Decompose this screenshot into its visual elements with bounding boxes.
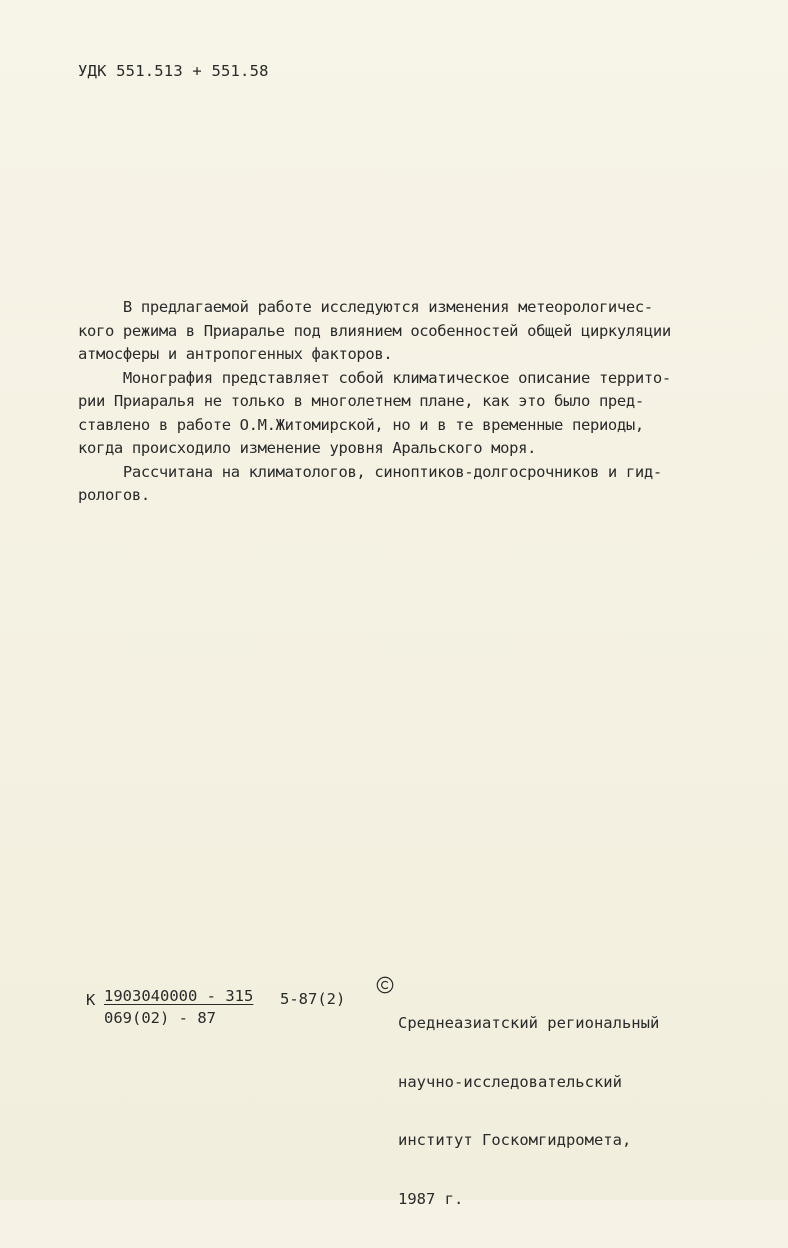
abstract-line: когда происходило изменение уровня Аральского моря. (78, 439, 537, 457)
abstract-line: ставлено в работе О.М.Житомирской, но и в те временные периоды, (78, 415, 644, 434)
catalog-letter: К (86, 991, 96, 1009)
catalog-index-bottom: 069(02) - 87 (104, 1009, 216, 1027)
catalog-index (86, 985, 254, 1095)
abstract-line: В предлагаемой работе исследуются изменения метеорологичес- (78, 298, 653, 316)
publisher-line: институт Госкомгидромета, (398, 1131, 632, 1149)
catalog-index-top: 1903040000 - 315 (104, 987, 254, 1005)
publisher-line: Среднеазиатский региональный (398, 1014, 660, 1032)
copyright-icon (376, 976, 394, 994)
publisher-line: научно-исследовательский (398, 1072, 622, 1091)
abstract-line: Рассчитана на климатологов, синоптиков-долгосрочников и гид- (78, 462, 662, 481)
abstract-line: атмосферы и антропогенных факторов. (78, 345, 393, 363)
udk-code: УДК 551.513 + 551.58 (78, 62, 269, 80)
abstract-line: рии Приаралья не только в многолетнем плане, как это было пред- (78, 392, 644, 410)
abstract-line: кого режима в Приаралье под влиянием особенностей общей циркуляции (78, 321, 671, 340)
abstract-text (78, 296, 718, 508)
abstract-line: Монография представляет собой климатическое описание террито- (78, 368, 671, 387)
order-number: 5-87(2) (280, 990, 346, 1008)
abstract-line: рологов. (78, 486, 150, 504)
publisher-line: 1987 г. (398, 1189, 464, 1208)
